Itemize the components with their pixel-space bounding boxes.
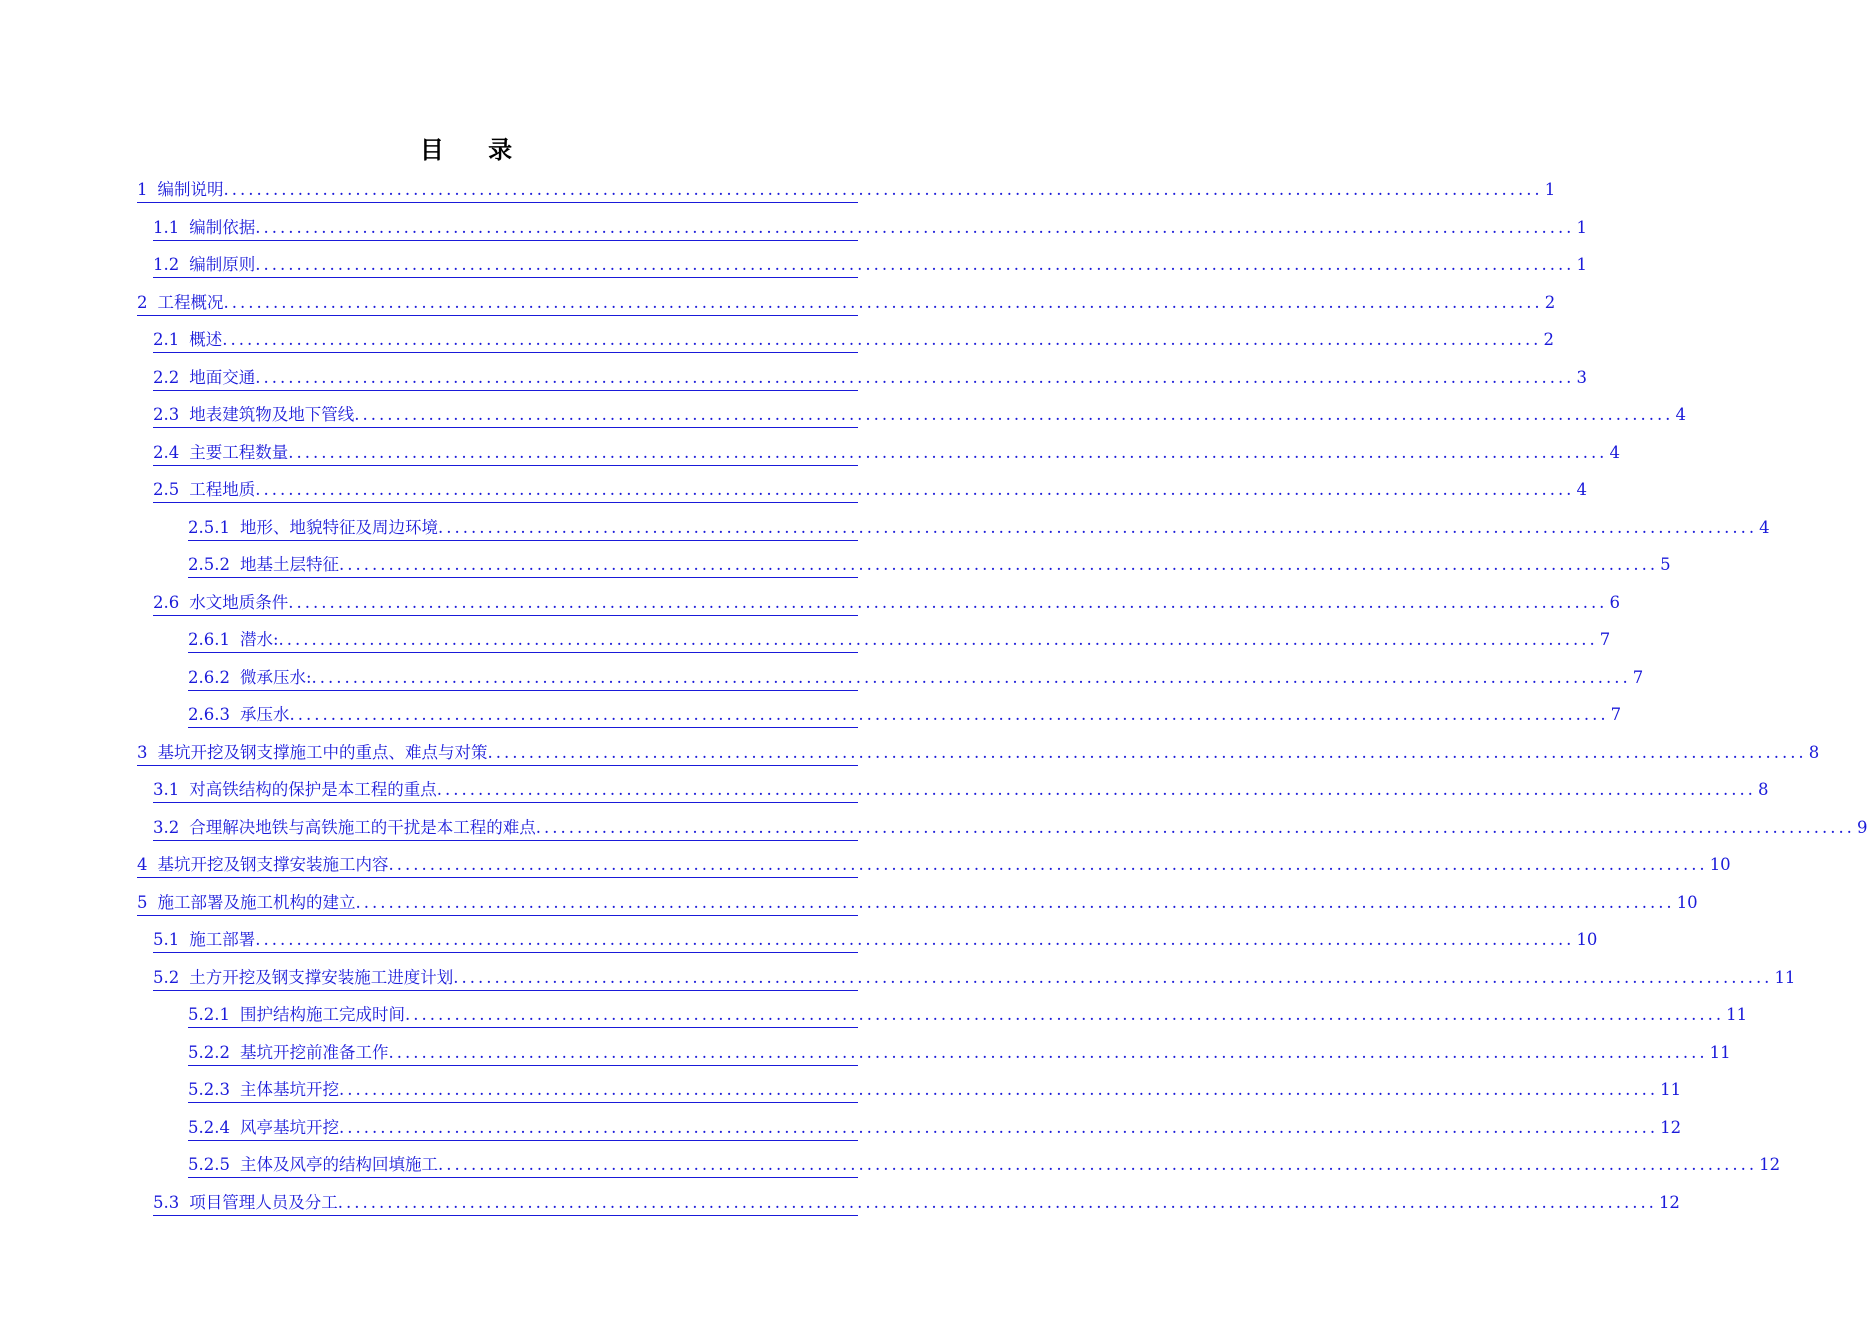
toc-entry-page-number: 8 [1757,780,1769,799]
toc-entry[interactable] [153,326,1554,353]
toc-dot-leader: ................................................................................................................................................................ [255,930,1575,949]
toc-entry-page-number: 4 [1759,517,1770,537]
toc-entry[interactable] [188,551,1671,578]
toc-entry-page-number: 1 [1576,255,1587,274]
page-title: 目 录 [419,136,531,164]
toc-entry-title: 风亭基坑开挖 [239,1117,339,1137]
toc-entry-title: 承压水 [239,705,290,724]
toc-entry-page-number: 11 [1660,1080,1682,1099]
toc-entry-title: 施工部署及施工机构的建立 [157,892,356,912]
toc-entry-title: 地面交通 [189,367,256,387]
toc-entry-page-number: 1 [1576,217,1587,237]
toc-entry[interactable] [153,926,1598,953]
toc-entry[interactable] [188,1076,1682,1103]
toc-entry-number: 2.5.2 [188,555,230,574]
toc-dot-leader: ................................................................................................................................................................ [222,330,1542,349]
toc-entry-page-number: 12 [1759,1155,1781,1174]
toc-entry-number: 2.2 [153,367,180,387]
toc-entry-page-number: 11 [1726,1005,1748,1024]
toc-entry-number: 5.2.5 [188,1155,230,1174]
toc-entry-page-number: 4 [1609,442,1620,462]
toc-entry[interactable] [153,964,1796,991]
toc-dot-leader: ................................................................................................................................................................ [223,292,1543,312]
toc-entry[interactable] [153,814,1867,841]
toc-dot-leader: ................................................................................................................................................................ [487,742,1807,762]
toc-entry-number: 2.6 [153,592,180,612]
toc-entry[interactable] [188,701,1622,728]
toc-entry-number: 2.6.2 [188,667,230,687]
toc-entry-page-number: 4 [1576,480,1587,499]
toc-entry-page-number: 11 [1709,1042,1731,1062]
toc-dot-leader: ................................................................................................................................................................ [255,217,1575,237]
toc-entry-title: 围护结构施工完成时间 [239,1005,405,1024]
toc-dot-leader: ................................................................................................................................................................ [404,1005,1725,1024]
toc-dot-leader: ................................................................................................................................................................ [311,667,1631,687]
toc-entry-title: 对高铁结构的保护是本工程的重点 [189,780,437,799]
toc-entry-number: 3.2 [153,817,180,837]
toc-entry-number: 2.5.1 [188,517,230,537]
toc-entry-page-number: 4 [1675,405,1686,424]
toc-entry-number: 2.1 [153,330,180,349]
toc-entry-page-number: 7 [1632,667,1644,687]
toc-dot-leader: ................................................................................................................................................................ [223,180,1543,199]
toc-entry-title: 工程地质 [189,480,256,499]
toc-entry-title: 微承压水: [239,667,312,687]
toc-entry-title: 编制原则 [189,255,256,274]
toc-dot-leader: ................................................................................................................................................................ [388,1042,1708,1062]
toc-entry-page-number: 1 [1544,180,1556,199]
toc-entry-title: 地表建筑物及地下管线 [189,405,355,424]
toc-entry-title: 项目管理人员及分工 [189,1192,338,1212]
toc-dot-leader: ................................................................................................................................................................ [338,1117,1659,1137]
toc-entry-title: 水文地质条件 [189,592,289,612]
toc-entry-title: 土方开挖及钢支撑安装施工进度计划 [189,967,454,987]
toc-entry-number: 5.1 [153,930,180,949]
toc-entry-page-number: 7 [1599,630,1611,649]
toc-entry-title: 基坑开挖及钢支撑施工中的重点、难点与对策 [157,742,488,762]
toc-entry-number: 1.1 [153,217,180,237]
toc-entry-page-number: 3 [1576,367,1587,387]
toc-entry-number: 2 [137,292,148,312]
toc-entry-title: 概述 [189,330,223,349]
toc-dot-leader: ................................................................................................................................................................ [338,555,1659,574]
toc-entry[interactable] [188,1039,1731,1066]
toc-entry[interactable] [188,664,1644,691]
toc-entry[interactable] [188,1151,1781,1178]
toc-entry[interactable] [153,251,1587,278]
toc-dot-leader: ................................................................................................................................................................ [255,255,1575,274]
toc-entry[interactable] [153,476,1587,503]
toc-entry-page-number: 10 [1709,855,1731,874]
toc-entry[interactable] [153,1189,1680,1216]
toc-entry-number: 5.3 [153,1192,180,1212]
toc-dot-leader: ................................................................................................................................................................ [255,367,1575,387]
toc-dot-leader: ................................................................................................................................................................ [338,1080,1659,1099]
toc-entry-page-number: 5 [1660,555,1671,574]
toc-entry[interactable] [153,401,1686,428]
toc-dot-leader: ................................................................................................................................................................ [288,592,1608,612]
toc-dot-leader: ................................................................................................................................................................ [289,705,1609,724]
toc-entry-page-number: 12 [1660,1117,1682,1137]
toc-entry-number: 2.6.3 [188,705,230,724]
toc-entry-number: 1.2 [153,255,180,274]
toc-entry-number: 5.2.3 [188,1080,230,1099]
toc-dot-leader: ................................................................................................................................................................ [436,780,1756,799]
toc-entry-page-number: 10 [1676,892,1698,912]
toc-dot-leader: ................................................................................................................................................................ [437,517,1758,537]
toc-entry-number: 2.4 [153,442,180,462]
toc-dot-leader: ................................................................................................................................................................ [355,892,1675,912]
toc-entry-title: 编制依据 [189,217,256,237]
toc-entry[interactable] [188,1114,1682,1141]
toc-entry-title: 编制说明 [157,180,224,199]
toc-entry-title: 合理解决地铁与高铁施工的干扰是本工程的难点 [189,817,536,837]
toc-dot-leader: ................................................................................................................................................................ [437,1155,1758,1174]
toc-entry[interactable] [153,439,1620,466]
toc-entry[interactable] [153,364,1587,391]
toc-entry-page-number: 2 [1543,330,1554,349]
toc-entry-number: 2.3 [153,405,180,424]
toc-dot-leader: ................................................................................................................................................................ [337,1192,1657,1212]
toc-entry-number: 2.6.1 [188,630,230,649]
toc-dot-leader: ................................................................................................................................................................ [278,630,1598,649]
toc-dot-leader: ................................................................................................................................................................ [453,967,1773,987]
toc-entry-number: 3.1 [153,780,180,799]
toc-entry-number: 5.2.1 [188,1005,230,1024]
toc-dot-leader: ................................................................................................................................................................ [255,480,1575,499]
toc-entry-number: 5.2.2 [188,1042,230,1062]
toc-entry-page-number: 8 [1808,742,1820,762]
toc-entry-page-number: 6 [1609,592,1620,612]
toc-entry-title: 施工部署 [189,930,256,949]
toc-entry[interactable] [153,214,1587,241]
toc-entry-page-number: 11 [1774,967,1796,987]
toc-entry[interactable] [153,776,1769,803]
toc-entry[interactable] [188,514,1770,541]
toc-entry-page-number: 10 [1576,930,1598,949]
toc-entry-title: 潜水: [239,630,279,649]
toc-entry-title: 基坑开挖前准备工作 [239,1042,389,1062]
toc-entry-number: 2.5 [153,480,180,499]
toc-entry-title: 主体及风亭的结构回填施工 [239,1155,438,1174]
toc-entry-title: 地形、地貌特征及周边环境 [239,517,438,537]
toc-entry[interactable] [188,1001,1748,1028]
toc-entry-number: 3 [137,742,148,762]
toc-dot-leader: ................................................................................................................................................................ [354,405,1674,424]
toc-entry[interactable] [137,889,1698,916]
toc-entry-number: 5 [137,892,148,912]
toc-entry-number: 4 [137,855,148,874]
toc-entry-title: 基坑开挖及钢支撑安装施工内容 [157,855,389,874]
toc-entry[interactable] [188,626,1611,653]
toc-entry-title: 工程概况 [157,292,224,312]
toc-entry[interactable] [137,176,1556,203]
toc-entry-title: 主体基坑开挖 [239,1080,339,1099]
toc-entry-title: 主要工程数量 [189,442,289,462]
toc-entry-page-number: 12 [1658,1192,1680,1212]
toc-entry-title: 地基土层特征 [239,555,339,574]
toc-dot-leader: ................................................................................................................................................................ [388,855,1708,874]
toc-dot-leader: ................................................................................................................................................................ [535,817,1855,837]
toc-entry-number: 5.2 [153,967,180,987]
toc-entry-page-number: 9 [1856,817,1867,837]
toc-entry[interactable] [153,589,1620,616]
toc-entry-number: 1 [137,180,148,199]
toc-entry-page-number: 7 [1610,705,1622,724]
toc-entry-number: 5.2.4 [188,1117,230,1137]
toc-entry-page-number: 2 [1544,292,1556,312]
toc-dot-leader: ................................................................................................................................................................ [288,442,1608,462]
toc-entry[interactable] [137,739,1820,766]
toc-entry[interactable] [137,851,1731,878]
toc-entry[interactable] [137,289,1556,316]
